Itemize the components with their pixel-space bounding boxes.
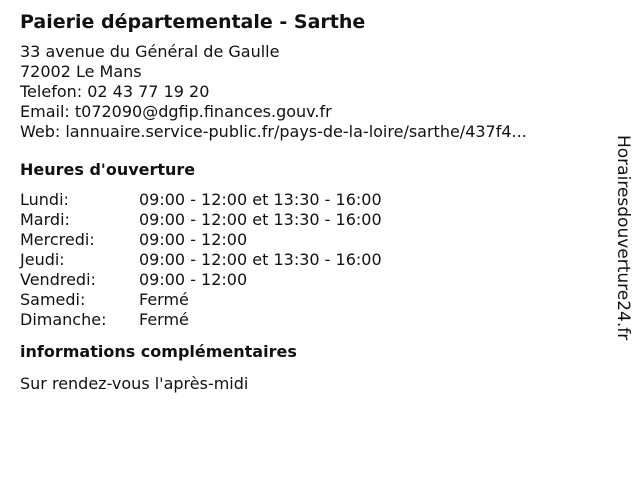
opening-hours-table — [20, 190, 600, 330]
day-label: Samedi: — [20, 290, 86, 309]
time-value: Fermé — [139, 290, 189, 309]
day-label: Mardi: — [20, 210, 70, 229]
day-label: Jeudi: — [20, 250, 65, 269]
business-card — [20, 10, 600, 394]
hours-row-friday — [20, 270, 600, 290]
page-title: Paierie départementale - Sarthe — [20, 11, 366, 33]
hours-heading: Heures d'ouverture — [20, 160, 196, 179]
phone-line: Telefon: 02 43 77 19 20 — [20, 82, 210, 101]
time-value: 09:00 - 12:00 et 13:30 - 16:00 — [139, 190, 382, 209]
time-value: 09:00 - 12:00 et 13:30 - 16:00 — [139, 210, 382, 229]
email-line: Email: t072090@dgfip.finances.gouv.fr — [20, 102, 332, 121]
info-heading: informations complémentaires — [20, 342, 297, 361]
site-watermark: Horairesdouverture24.fr — [613, 135, 633, 341]
time-value: 09:00 - 12:00 — [139, 230, 248, 249]
hours-row-thursday — [20, 250, 600, 270]
day-label: Mercredi: — [20, 230, 95, 249]
time-value: 09:00 - 12:00 et 13:30 - 16:00 — [139, 250, 382, 269]
city-line: 72002 Le Mans — [20, 62, 142, 81]
street-address: 33 avenue du Général de Gaulle — [20, 42, 280, 61]
hours-row-wednesday — [20, 230, 600, 250]
hours-row-monday — [20, 190, 600, 210]
time-value: Fermé — [139, 310, 189, 329]
day-label: Dimanche: — [20, 310, 107, 329]
hours-row-saturday — [20, 290, 600, 310]
hours-row-sunday — [20, 310, 600, 330]
day-label: Vendredi: — [20, 270, 96, 289]
hours-row-tuesday — [20, 210, 600, 230]
time-value: 09:00 - 12:00 — [139, 270, 248, 289]
address-block — [20, 42, 600, 142]
info-text: Sur rendez-vous l'après-midi — [20, 374, 249, 393]
day-label: Lundi: — [20, 190, 69, 209]
web-line: Web: lannuaire.service-public.fr/pays-de-la-loire/sarthe/437f4... — [20, 122, 527, 141]
